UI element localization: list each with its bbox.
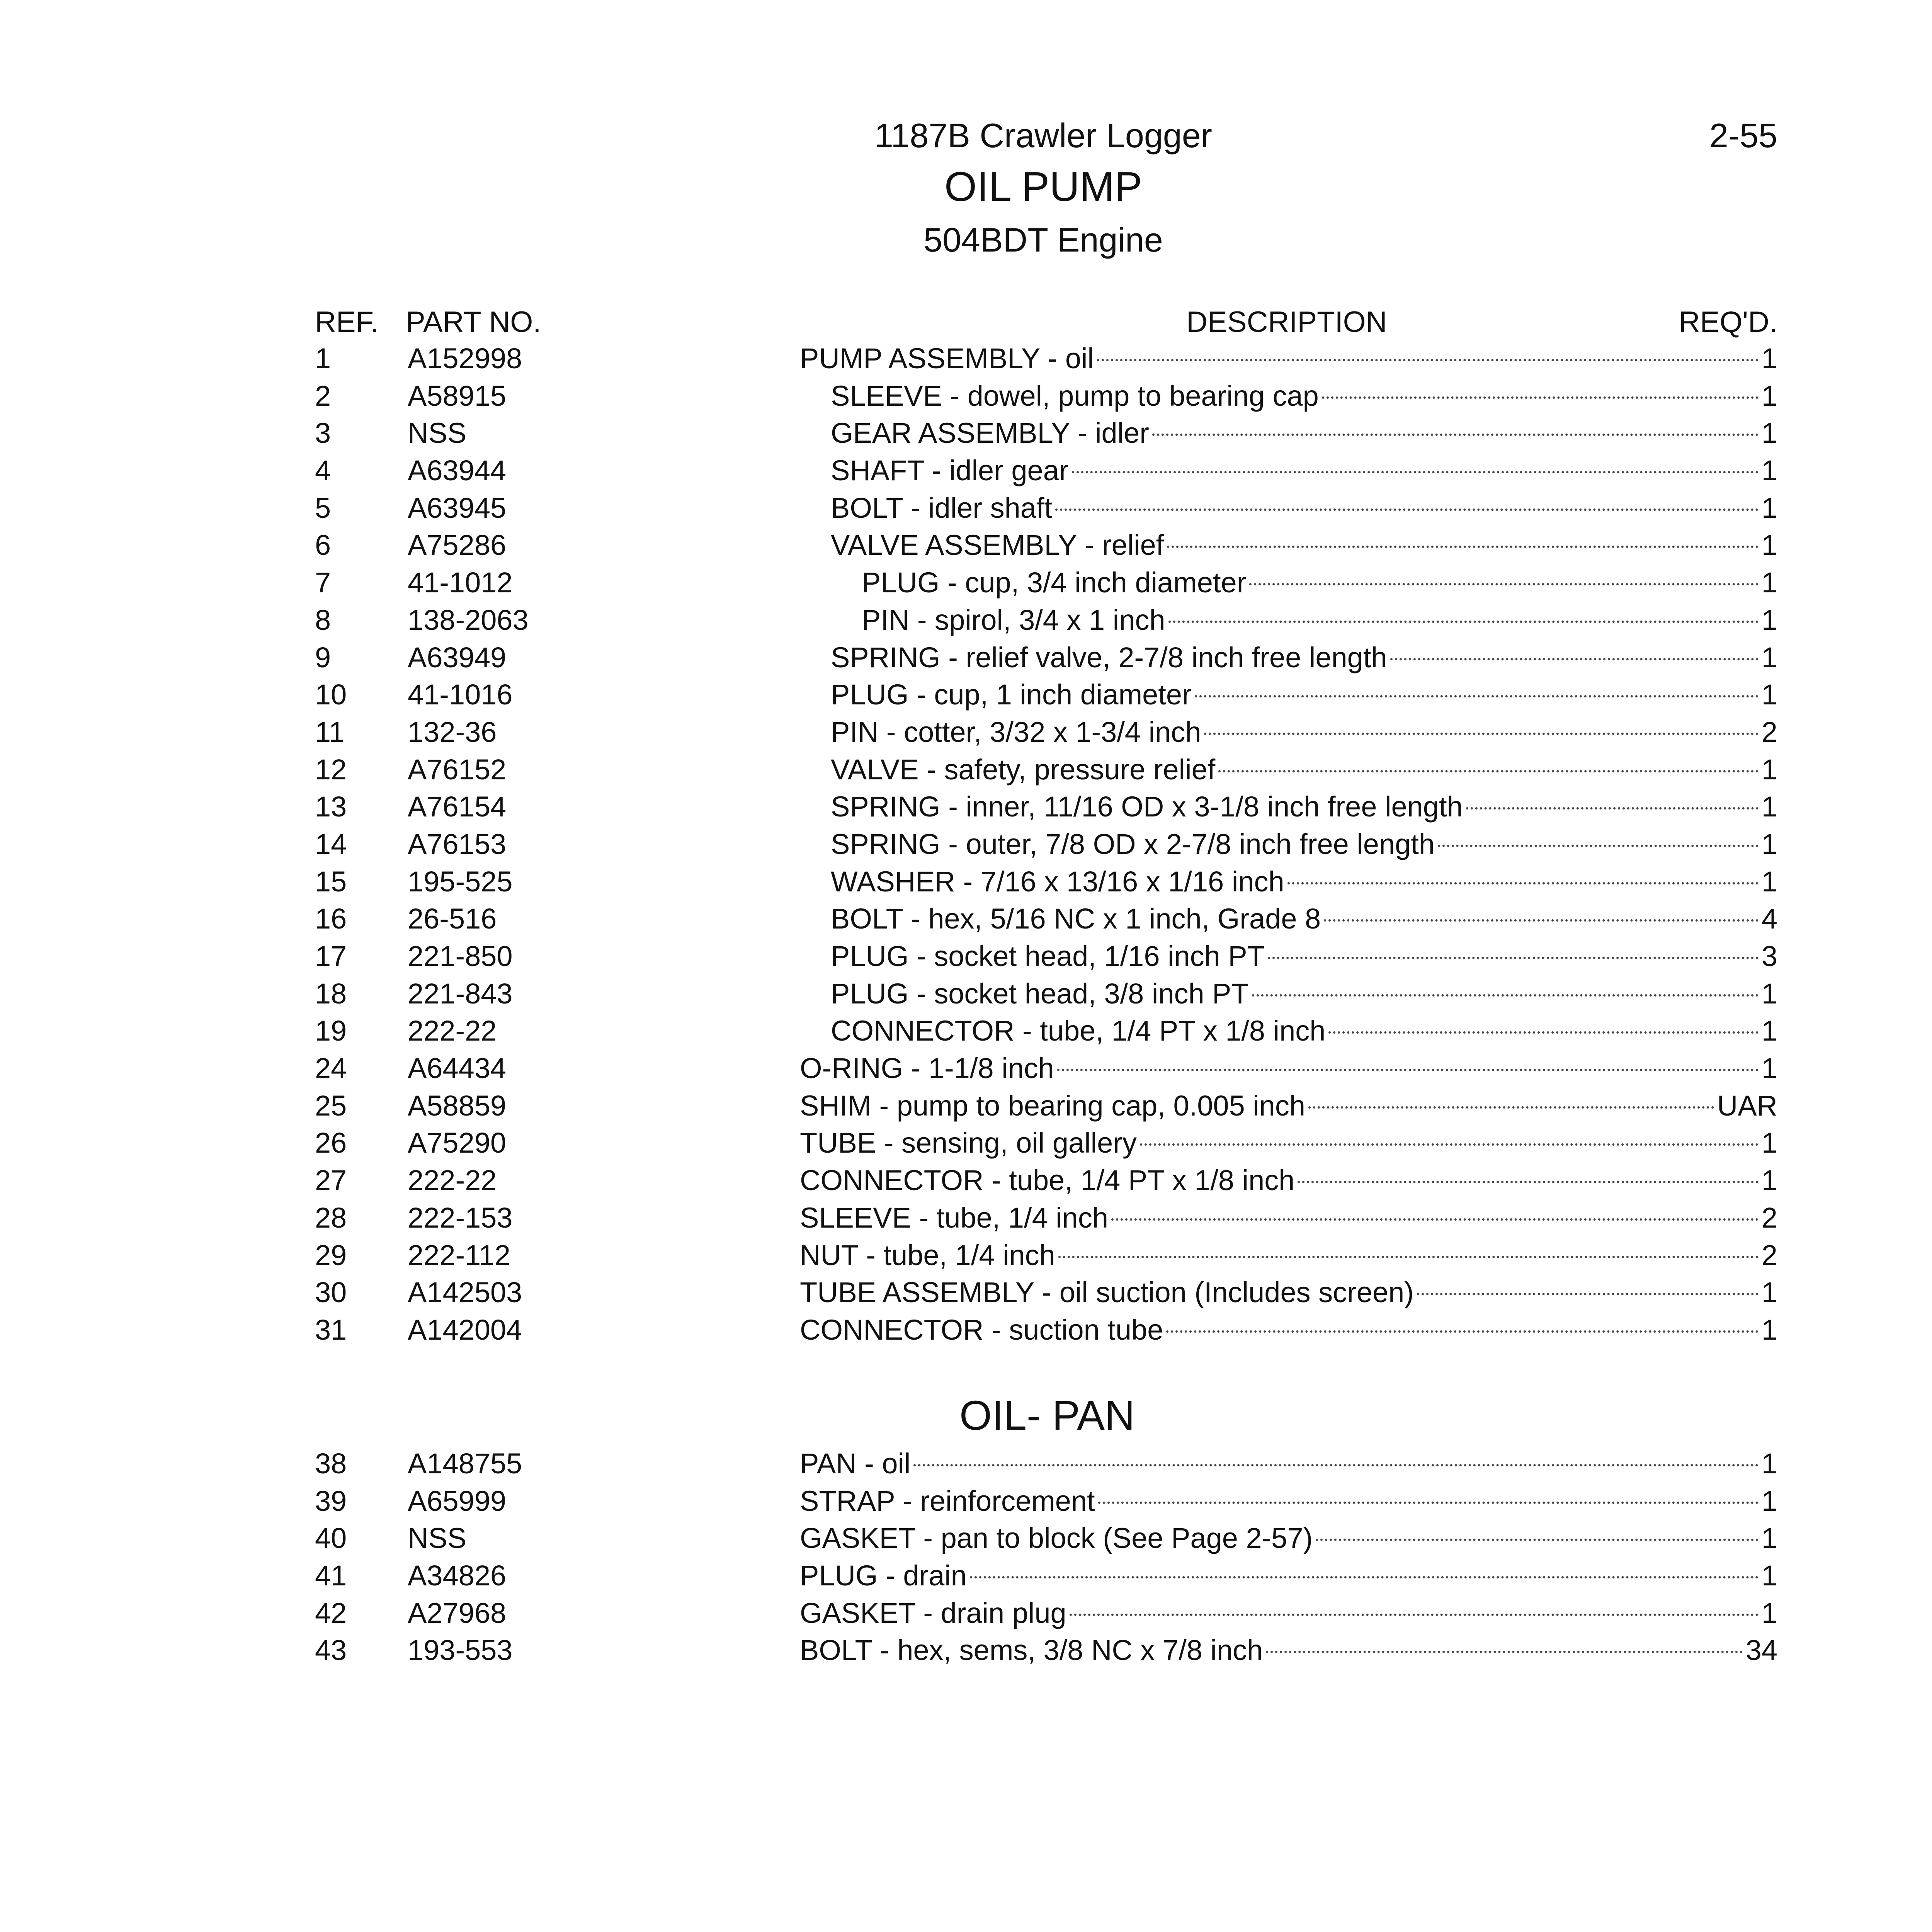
ref-number: 28 [315, 1201, 347, 1234]
part-description: PLUG - cup, 3/4 inch diameter [862, 566, 1247, 599]
required-quantity: 1 [1761, 1313, 1777, 1346]
ref-number: 42 [315, 1597, 347, 1629]
description-line [831, 639, 1777, 677]
parts-row [0, 1595, 1932, 1632]
description-line [800, 1124, 1777, 1162]
ref-number: 13 [315, 791, 347, 823]
ref-number: 6 [315, 529, 331, 561]
parts-row [0, 826, 1932, 863]
required-quantity: 4 [1761, 903, 1777, 935]
ref-number: 40 [315, 1522, 347, 1554]
dot-leader [1322, 396, 1759, 399]
description-line [831, 900, 1777, 938]
parts-row [0, 639, 1932, 677]
ref-number: 4 [315, 454, 331, 487]
part-number: A65999 [408, 1485, 507, 1517]
part-number: A34826 [408, 1560, 507, 1592]
dot-leader [1097, 359, 1759, 361]
required-quantity: 1 [1761, 1560, 1777, 1592]
required-quantity: 2 [1761, 1201, 1777, 1234]
part-description: PAN - oil [800, 1447, 911, 1480]
dot-leader [1098, 1502, 1759, 1504]
part-description: GEAR ASSEMBLY - idler [831, 417, 1149, 449]
ref-number: 31 [315, 1313, 347, 1346]
required-quantity: 1 [1761, 791, 1777, 823]
parts-row [0, 527, 1932, 564]
description-line [831, 415, 1777, 452]
part-number: A76152 [408, 753, 507, 786]
parts-row [0, 415, 1932, 452]
ref-number: 24 [315, 1052, 347, 1085]
description-line [831, 378, 1777, 415]
description-line [800, 1445, 1777, 1483]
column-header-ref: REF. [315, 306, 379, 338]
description-line [800, 1557, 1777, 1595]
dot-leader [1268, 957, 1759, 959]
part-description: PIN - spirol, 3/4 x 1 inch [862, 604, 1165, 636]
description-line [800, 1162, 1777, 1199]
parts-row [0, 714, 1932, 751]
description-line [800, 1274, 1777, 1311]
required-quantity: 1 [1761, 1276, 1777, 1309]
part-number: A63949 [408, 641, 507, 673]
ref-number: 39 [315, 1485, 347, 1517]
dot-leader [1308, 1106, 1714, 1109]
description-line [800, 1311, 1777, 1349]
ref-number: 1 [315, 342, 331, 374]
description-line [831, 975, 1777, 1013]
ref-number: 8 [315, 604, 331, 636]
dot-leader [1438, 845, 1759, 847]
description-line [800, 1520, 1777, 1557]
description-line [831, 527, 1777, 564]
dot-leader [1298, 1181, 1758, 1183]
ref-number: 14 [315, 828, 347, 860]
description-line [800, 340, 1777, 378]
dot-leader [970, 1576, 1759, 1578]
description-line [831, 714, 1777, 751]
dot-leader [1168, 621, 1759, 623]
part-number: A142004 [408, 1313, 522, 1346]
dot-leader [1466, 807, 1759, 810]
part-number: A75286 [408, 529, 507, 561]
part-description: TUBE - sensing, oil gallery [800, 1127, 1137, 1159]
required-quantity: 1 [1761, 492, 1777, 524]
section-title-oil-pan: OIL- PAN [959, 1392, 1135, 1439]
part-description: PLUG - socket head, 3/8 inch PT [831, 977, 1249, 1010]
part-number: 193-553 [408, 1634, 513, 1667]
parts-row [0, 1520, 1932, 1557]
parts-row [0, 751, 1932, 789]
part-description: STRAP - reinforcement [800, 1485, 1095, 1517]
part-description: CONNECTOR - suction tube [800, 1313, 1163, 1346]
required-quantity: 1 [1761, 566, 1777, 599]
required-quantity: 1 [1761, 1164, 1777, 1197]
description-line [862, 602, 1777, 639]
required-quantity: 3 [1761, 940, 1777, 972]
required-quantity: 1 [1761, 753, 1777, 786]
part-number: 222-22 [408, 1164, 497, 1197]
required-quantity: 1 [1761, 679, 1777, 711]
part-description: SLEEVE - dowel, pump to bearing cap [831, 379, 1319, 412]
part-description: PIN - cotter, 3/32 x 1-3/4 inch [831, 716, 1201, 748]
required-quantity: 1 [1761, 641, 1777, 673]
column-header-part-no: PART NO. [406, 306, 541, 338]
required-quantity: 1 [1761, 379, 1777, 412]
description-line [831, 751, 1777, 789]
required-quantity: 2 [1761, 1239, 1777, 1271]
part-number: A148755 [408, 1447, 522, 1480]
part-description: WASHER - 7/16 x 13/16 x 1/16 inch [831, 865, 1284, 898]
dot-leader [1204, 733, 1758, 735]
parts-row [0, 1162, 1932, 1199]
description-line [800, 1632, 1777, 1669]
part-number: 41-1012 [408, 566, 513, 599]
ref-number: 2 [315, 379, 331, 412]
dot-leader [1195, 695, 1759, 697]
part-description: PLUG - socket head, 1/16 inch PT [831, 940, 1265, 972]
dot-leader [1057, 1069, 1759, 1071]
parts-row [0, 1483, 1932, 1520]
ref-number: 41 [315, 1560, 347, 1592]
dot-leader [1390, 658, 1759, 660]
part-number: NSS [408, 1522, 467, 1554]
oil-pan-parts-list [0, 1445, 1932, 1669]
required-quantity: 1 [1761, 342, 1777, 374]
part-description: O-RING - 1-1/8 inch [800, 1052, 1054, 1085]
required-quantity: 1 [1761, 604, 1777, 636]
part-description: TUBE ASSEMBLY - oil suction (Includes screen) [800, 1276, 1414, 1309]
part-description: NUT - tube, 1/4 inch [800, 1239, 1055, 1271]
part-description: VALVE ASSEMBLY - relief [831, 529, 1164, 561]
part-number: A63945 [408, 492, 507, 524]
part-description: SPRING - inner, 11/16 OD x 3-1/8 inch free length [831, 791, 1463, 823]
description-line [800, 1087, 1777, 1125]
part-description: CONNECTOR - tube, 1/4 PT x 1/8 inch [800, 1164, 1295, 1197]
required-quantity: 1 [1761, 454, 1777, 487]
required-quantity: 1 [1761, 1052, 1777, 1085]
machine-model: 1187B Crawler Logger [874, 116, 1212, 155]
part-description: PLUG - cup, 1 inch diameter [831, 679, 1192, 711]
dot-leader [1328, 1031, 1758, 1034]
part-description: SPRING - outer, 7/8 OD x 2-7/8 inch free length [831, 828, 1435, 860]
required-quantity: 34 [1745, 1634, 1777, 1667]
parts-row [0, 1087, 1932, 1125]
ref-number: 26 [315, 1127, 347, 1159]
part-number: 138-2063 [408, 604, 529, 636]
ref-number: 12 [315, 753, 347, 786]
part-number: A64434 [408, 1052, 507, 1085]
dot-leader [1072, 471, 1759, 473]
dot-leader [1055, 509, 1759, 511]
dot-leader [913, 1464, 1758, 1466]
required-quantity: 1 [1761, 529, 1777, 561]
parts-row [0, 1199, 1932, 1237]
description-line [800, 1050, 1777, 1087]
ref-number: 17 [315, 940, 347, 972]
ref-number: 9 [315, 641, 331, 673]
dot-leader [1249, 583, 1758, 585]
ref-number: 15 [315, 865, 347, 898]
ref-number: 16 [315, 903, 347, 935]
description-line [831, 490, 1777, 527]
dot-leader [1140, 1143, 1759, 1146]
dot-leader [1287, 882, 1759, 884]
part-number: A142503 [408, 1276, 522, 1309]
dot-leader [1166, 1330, 1758, 1333]
description-line [800, 1595, 1777, 1632]
part-number: 222-153 [408, 1201, 513, 1234]
part-number: NSS [408, 417, 467, 449]
part-number: 221-850 [408, 940, 513, 972]
dot-leader [1111, 1218, 1759, 1221]
parts-row [0, 863, 1932, 901]
ref-number: 30 [315, 1276, 347, 1309]
column-header-reqd: REQ'D. [1679, 306, 1777, 338]
part-description: PLUG - drain [800, 1560, 967, 1592]
parts-row [0, 1632, 1932, 1669]
part-number: A76154 [408, 791, 507, 823]
ref-number: 38 [315, 1447, 347, 1480]
ref-number: 29 [315, 1239, 347, 1271]
part-description: SHAFT - idler gear [831, 454, 1069, 487]
part-description: BOLT - hex, sems, 3/8 NC x 7/8 inch [800, 1634, 1263, 1667]
required-quantity: 1 [1761, 977, 1777, 1010]
parts-row [0, 676, 1932, 714]
part-description: CONNECTOR - tube, 1/4 PT x 1/8 inch [831, 1015, 1326, 1047]
dot-leader [1167, 546, 1758, 548]
section-title-oil-pump: OIL PUMP [944, 163, 1143, 210]
ref-number: 10 [315, 679, 347, 711]
page-number: 2-55 [1709, 116, 1777, 155]
parts-row [0, 564, 1932, 602]
description-line [831, 676, 1777, 714]
part-number: A58859 [408, 1089, 507, 1122]
part-number: 222-22 [408, 1015, 497, 1047]
ref-number: 3 [315, 417, 331, 449]
dot-leader [1324, 919, 1759, 922]
description-line [831, 938, 1777, 975]
required-quantity: 1 [1761, 1447, 1777, 1480]
required-quantity: 1 [1761, 865, 1777, 898]
description-line [831, 826, 1777, 863]
parts-row [0, 1050, 1932, 1087]
part-number: A76153 [408, 828, 507, 860]
parts-row [0, 1124, 1932, 1162]
parts-row [0, 900, 1932, 938]
required-quantity: 1 [1761, 1597, 1777, 1629]
ref-number: 5 [315, 492, 331, 524]
part-description: SLEEVE - tube, 1/4 inch [800, 1201, 1109, 1234]
part-number: A58915 [408, 379, 507, 412]
parts-row [0, 788, 1932, 826]
column-header-description: DESCRIPTION [1186, 306, 1387, 338]
part-number: 222-112 [408, 1239, 511, 1271]
description-line [862, 564, 1777, 602]
dot-leader [1058, 1256, 1759, 1258]
dot-leader [1316, 1539, 1759, 1541]
ref-number: 43 [315, 1634, 347, 1667]
parts-row [0, 378, 1932, 415]
dot-leader [1152, 434, 1759, 436]
oil-pump-parts-list [0, 340, 1932, 1349]
parts-row [0, 1012, 1932, 1050]
required-quantity: 1 [1761, 1485, 1777, 1517]
part-number: 195-525 [408, 865, 513, 898]
part-description: BOLT - idler shaft [831, 492, 1053, 524]
part-number: 41-1016 [408, 679, 513, 711]
ref-number: 27 [315, 1164, 347, 1197]
description-line [831, 863, 1777, 901]
description-line [831, 1012, 1777, 1050]
part-description: GASKET - drain plug [800, 1597, 1066, 1629]
required-quantity: 1 [1761, 417, 1777, 449]
part-number: A63944 [408, 454, 507, 487]
part-number: 26-516 [408, 903, 497, 935]
parts-row [0, 1557, 1932, 1595]
description-line [831, 452, 1777, 490]
description-line [800, 1483, 1777, 1520]
part-number: 221-843 [408, 977, 513, 1010]
ref-number: 7 [315, 566, 331, 599]
part-number: A75290 [408, 1127, 507, 1159]
required-quantity: 1 [1761, 1522, 1777, 1554]
part-number: A152998 [408, 342, 522, 374]
parts-row [0, 490, 1932, 527]
dot-leader [1266, 1651, 1743, 1653]
part-number: 132-36 [408, 716, 497, 748]
part-number: A27968 [408, 1597, 507, 1629]
description-line [831, 788, 1777, 826]
required-quantity: 1 [1761, 1127, 1777, 1159]
required-quantity: 1 [1761, 828, 1777, 860]
parts-row [0, 1237, 1932, 1274]
parts-row [0, 602, 1932, 639]
parts-row [0, 938, 1932, 975]
part-description: VALVE - safety, pressure relief [831, 753, 1216, 786]
ref-number: 11 [315, 716, 345, 748]
parts-row [0, 1274, 1932, 1311]
ref-number: 25 [315, 1089, 347, 1122]
description-line [800, 1199, 1777, 1237]
part-description: SHIM - pump to bearing cap, 0.005 inch [800, 1089, 1306, 1122]
description-line [800, 1237, 1777, 1274]
parts-row [0, 340, 1932, 378]
parts-row [0, 975, 1932, 1013]
required-quantity: 2 [1761, 716, 1777, 748]
part-description: PUMP ASSEMBLY - oil [800, 342, 1094, 374]
dot-leader [1218, 770, 1759, 772]
required-quantity: 1 [1761, 1015, 1777, 1047]
part-description: BOLT - hex, 5/16 NC x 1 inch, Grade 8 [831, 903, 1321, 935]
required-quantity: UAR [1717, 1089, 1777, 1122]
parts-row [0, 1311, 1932, 1349]
parts-row [0, 452, 1932, 490]
dot-leader [1417, 1293, 1759, 1295]
ref-number: 19 [315, 1015, 347, 1047]
part-description: SPRING - relief valve, 2-7/8 inch free length [831, 641, 1387, 673]
dot-leader [1252, 994, 1759, 997]
part-description: GASKET - pan to block (See Page 2-57) [800, 1522, 1313, 1554]
parts-row [0, 1445, 1932, 1483]
ref-number: 18 [315, 977, 347, 1010]
engine-subtitle: 504BDT Engine [923, 221, 1163, 259]
dot-leader [1070, 1614, 1759, 1616]
